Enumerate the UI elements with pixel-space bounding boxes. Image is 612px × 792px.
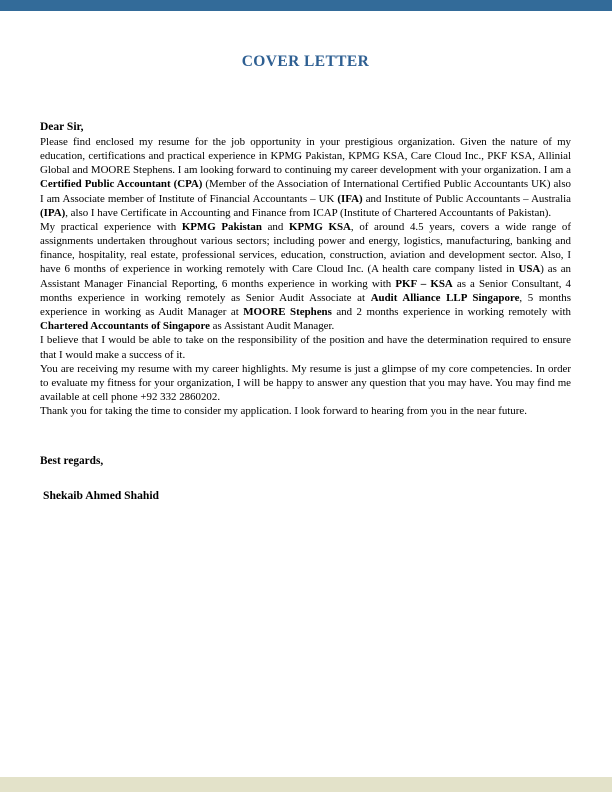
text-run: , 5 months experience in working as Audit Manager at bbox=[40, 291, 571, 318]
text-run: as Assistant Audit Manager. bbox=[209, 320, 335, 333]
text-run: I believe that I would be able to take on the responsibility of the position and have the determination required to ensure that I would make a success of it. bbox=[40, 334, 571, 361]
emphasis-run: (IFA) bbox=[337, 192, 363, 205]
text-run: You are receiving my resume with my career highlights. My resume is just a glimpse of my core competencies. In order to evaluate my fitness for your organization, I will be happy to answer any question that you may have. You may find me available at cell phone +92 332 2860202. bbox=[40, 362, 571, 404]
text-run: and Institute of Public Accountants – Australia bbox=[362, 192, 571, 205]
text-run: and bbox=[261, 220, 289, 233]
text-run: , of around 4.5 years, covers a wide range of assignments undertaken throughout various sectors; including power and energy, logistics, manufacturing, banking and finance, hospitality, real estate, professional services, education, construction, aviation and development sector. Also, I have 6 months of experience in working remotely with Care Cloud Inc. (A health care company listed in bbox=[40, 220, 571, 276]
paragraph-experience bbox=[40, 220, 571, 333]
text-run: Please find enclosed my resume for the job opportunity in your prestigious organization. Given the nature of my education, certifications and practical experience in KPMG Pakistan, KPMG KSA, Care Cloud Inc., PKF KSA, Allinial Global and MOORE Stephens. I am looking forward to continuing my career development with your organization. I am a bbox=[40, 135, 571, 177]
header-accent-bar bbox=[0, 0, 612, 11]
text-run: as a Senior Consultant, 4 months experience in working remotely as Senior Audit Associate at bbox=[40, 277, 572, 304]
emphasis-run: KPMG KSA bbox=[288, 220, 351, 233]
paragraph-belief bbox=[40, 333, 571, 361]
paragraph-intro bbox=[40, 135, 571, 220]
emphasis-run: (IPA) bbox=[40, 206, 66, 219]
salutation: Dear Sir, bbox=[40, 121, 84, 133]
paragraph-thanks bbox=[40, 404, 571, 418]
footer-accent-bar bbox=[0, 777, 612, 792]
text-run: , also I have Certificate in Accounting and Finance from ICAP (Institute of Chartered Accountants of Pakistan). bbox=[65, 206, 552, 219]
closing-line: Best regards, bbox=[40, 455, 104, 468]
text-run: Thank you for taking the time to consider my application. I look forward to hearing from you in the near future. bbox=[40, 405, 527, 418]
text-run: and 2 months experience in working remotely with bbox=[331, 306, 571, 318]
text-run: ) as an Assistant Manager Financial Reporting, 6 months experience in working with bbox=[40, 263, 571, 290]
emphasis-run: USA bbox=[518, 263, 541, 276]
emphasis-run: MOORE Stephens bbox=[243, 306, 332, 318]
emphasis-run: Audit Alliance LLP Singapore bbox=[370, 291, 520, 304]
emphasis-run: PKF – KSA bbox=[395, 277, 453, 290]
emphasis-run: KPMG Pakistan bbox=[181, 220, 262, 233]
emphasis-run: Certified Public Accountant (CPA) bbox=[40, 178, 203, 191]
text-run: My practical experience with bbox=[40, 220, 182, 233]
text-run: (Member of the Association of International Certified Public Accountants UK) also I am Associate member of Institute of Financial Accountants – UK bbox=[40, 178, 571, 205]
page-title: COVER LETTER bbox=[241, 53, 370, 70]
signer-name: Shekaib Ahmed Shahid bbox=[43, 489, 159, 503]
paragraph-highlights bbox=[40, 362, 571, 405]
letter-content bbox=[40, 11, 571, 503]
emphasis-run: Chartered Accountants of Singapore bbox=[40, 320, 210, 333]
